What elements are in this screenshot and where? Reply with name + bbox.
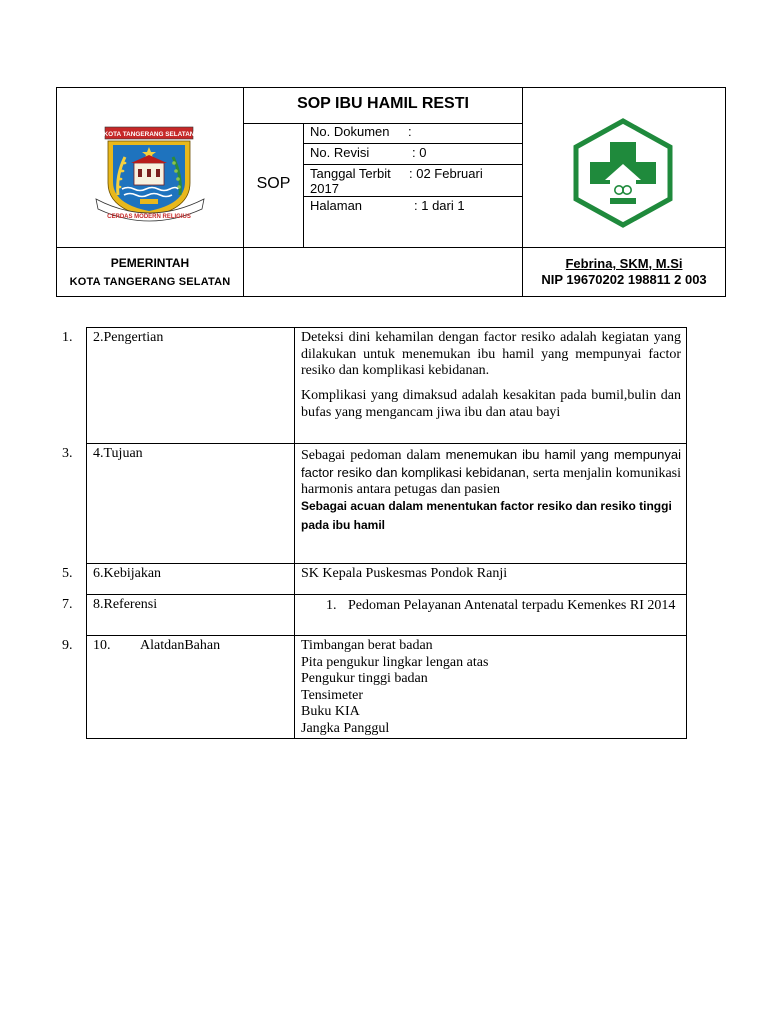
document-title: SOP IBU HAMIL RESTI <box>297 95 469 112</box>
equipment-list <box>301 638 488 737</box>
row-number: 5. <box>62 566 73 581</box>
row-label-kebijakan: 6.Kebijakan <box>93 566 162 581</box>
row-label-referensi: 8.Referensi <box>93 597 158 612</box>
row-number: 9. <box>62 638 73 653</box>
issue-date-value: : 02 Februari <box>409 166 483 181</box>
issue-date-year: 2017 <box>310 181 339 196</box>
city-label: KOTA TANGERANG SELATAN <box>69 276 231 288</box>
page-value: : 1 dari 1 <box>414 198 465 213</box>
sop-label: SOP <box>256 175 291 192</box>
definition-paragraph: Deteksi dini kehamilan dengan factor resiko adalah kegiatan yang dilakukan untuk menemukan ibu hamil yang mempunyai factor resiko dan komplikasi kebidanan. <box>301 330 681 378</box>
puskesmas-logo <box>572 118 674 228</box>
row-label-tujuan: 4.Tujuan <box>93 446 143 461</box>
list-item: Pengukur tinggi badan <box>301 671 428 686</box>
svg-text:KOTA TANGERANG SELATAN: KOTA TANGERANG SELATAN <box>103 131 195 138</box>
list-item: Jangka Panggul <box>301 720 390 736</box>
issue-date-label: Tanggal Terbit <box>310 166 391 181</box>
row-number: 7. <box>62 597 73 612</box>
signer-name: Febrina, SKM, M.Si <box>565 256 683 271</box>
row-number: 1. <box>62 330 73 345</box>
purpose-paragraph: Sebagai pedoman dalam menemukan ibu hamil yang mempunyai factor resiko dan komplikasi kebidanan, serta menjalin komunikasi harmonis antara petugas dan pasien <box>301 447 682 497</box>
page-label: Halaman <box>310 198 363 213</box>
row-label-alat-bahan: AlatdanBahan <box>140 638 221 653</box>
reference-item: Pedoman Pelayanan Antenatal terpadu Kemenkes RI 2014 <box>348 598 676 613</box>
reference-list-number: 1. <box>326 598 337 613</box>
row-label-number: 10. <box>93 638 111 653</box>
complication-paragraph: Komplikasi yang dimaksud adalah kesakitan pada bumil,bulin dan bufas yang mengancam jiwa ibu dan atau bayi <box>301 388 681 420</box>
list-item: Tensimeter <box>301 687 363 703</box>
list-item: Buku KIA <box>301 704 360 719</box>
revision-value: : 0 <box>412 145 427 160</box>
revision-label: No. Revisi <box>310 145 370 160</box>
purpose-paragraph-2: Sebagai acuan dalam menentukan factor resiko dan resiko tinggi pada ibu hamil <box>301 499 672 532</box>
signer-nip: NIP 19670202 198811 2 003 <box>541 272 707 287</box>
list-item: Pita pengukur lingkar lengan atas <box>301 654 489 670</box>
kota-tangerang-selatan-logo <box>92 125 208 223</box>
list-item: Timbangan berat badan <box>301 638 433 653</box>
row-label-pengertian: 2.Pengertian <box>93 330 164 345</box>
doc-number-label: No. Dokumen <box>310 124 390 139</box>
doc-number-value: : <box>408 124 412 139</box>
policy-text: SK Kepala Puskesmas Pondok Ranji <box>301 566 508 581</box>
government-label: PEMERINTAH <box>110 256 190 270</box>
row-number: 3. <box>62 446 73 461</box>
svg-text:CERDAS MODERN RELIGIUS: CERDAS MODERN RELIGIUS <box>107 214 191 220</box>
